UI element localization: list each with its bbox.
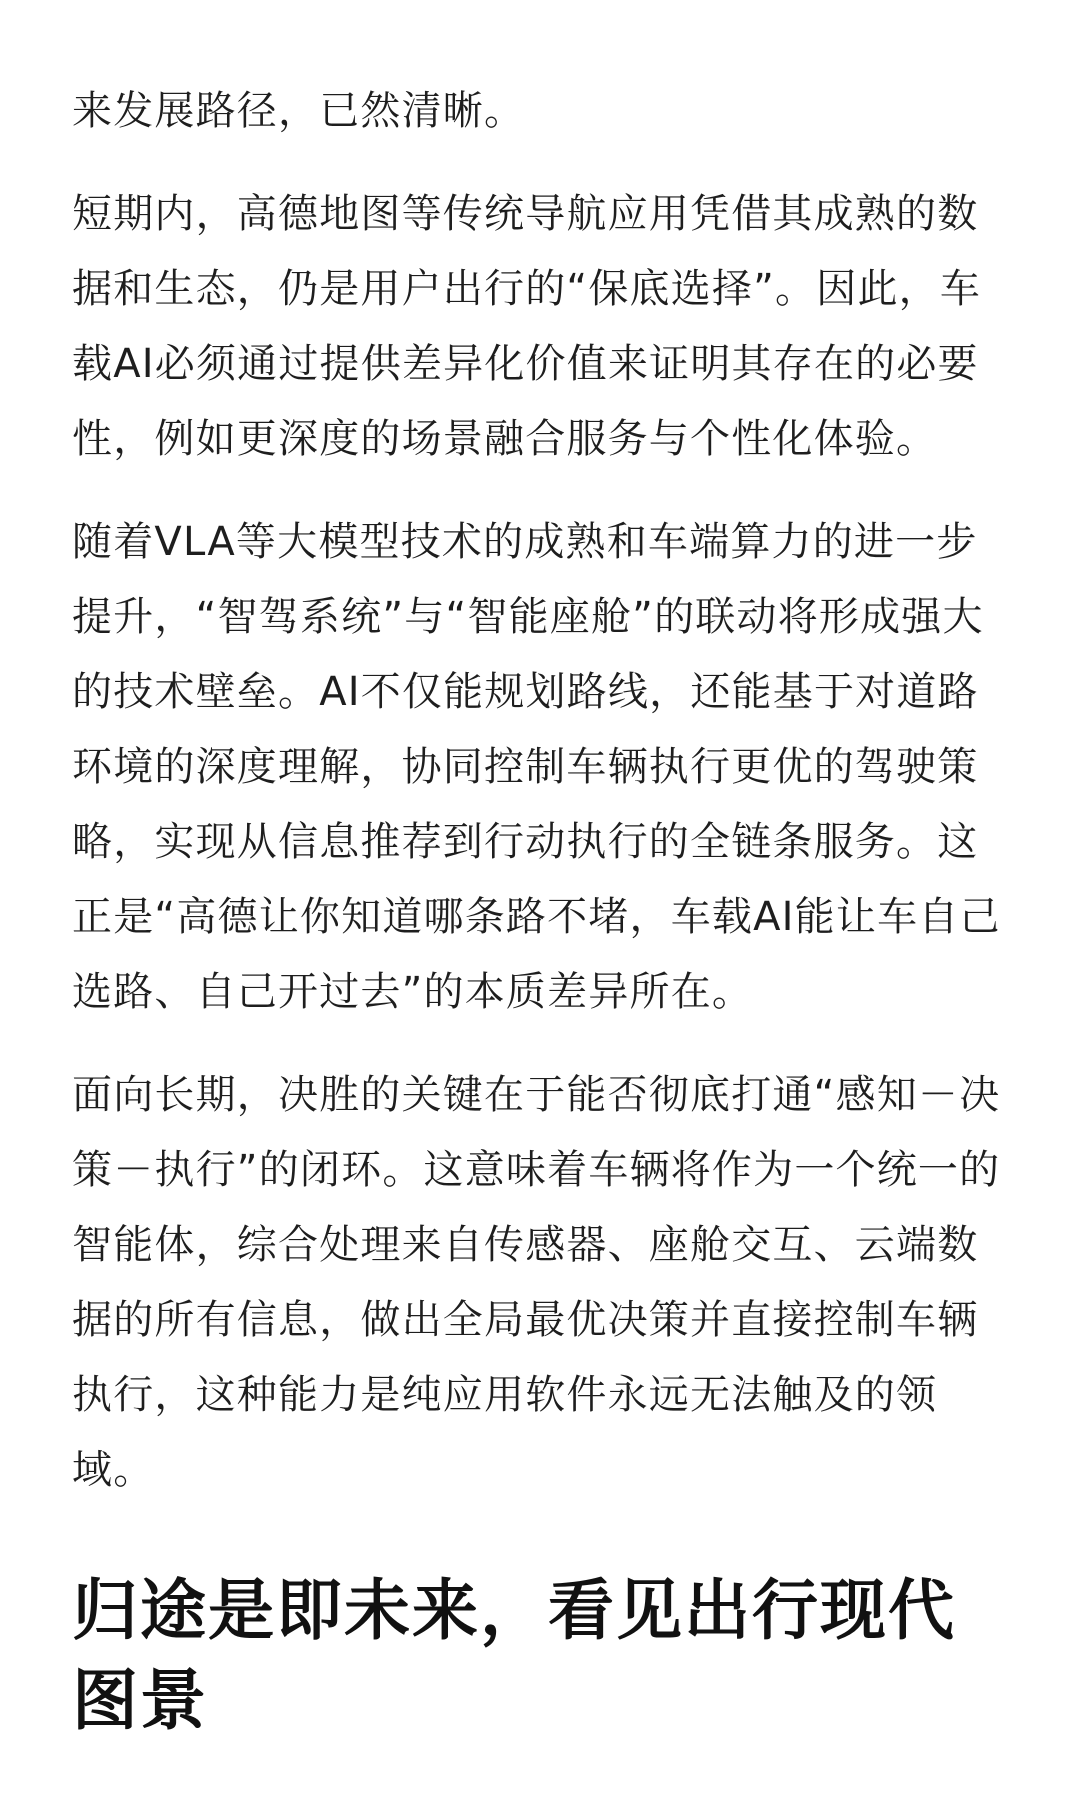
paragraph-vla: 随着VLA等大模型技术的成熟和车端算力的进一步提升，“智驾系统”与“智能座舱”的联动将形成强大的技术壁垒。AI不仅能规划路线，还能基于对道路环境的深度理解，协同控制车辆执行更优的驾驶策略，实现从信息推荐到行动执行的全链条服务。这正是“高德让你知道哪条路不堵，车载AI能让车自己选路、自己开过去”的本质差异所在。 bbox=[72, 519, 1001, 1015]
section-heading: 归途是即未来，看见出行现代图景 bbox=[72, 1572, 956, 1739]
paragraph-long-term: 面向长期，决胜的关键在于能否彻底打通“感知－决策－执行”的闭环。这意味着车辆将作为一个统一的智能体，综合处理来自传感器、座舱交互、云端数据的所有信息，做出全局最优决策并直接控制车辆执行，这种能力是纯应用软件永远无法触及的领域。 bbox=[72, 1072, 1001, 1493]
article-body bbox=[72, 74, 1012, 1746]
paragraph-intro: 来发展路径，已然清晰。 bbox=[72, 88, 526, 134]
paragraph-short-term: 短期内，高德地图等传统导航应用凭借其成熟的数据和生态，仍是用户出行的“保底选择”。因此，车载AI必须通过提供差异化价值来证明其存在的必要性，例如更深度的场景融合服务与个性化体验。 bbox=[72, 191, 982, 462]
